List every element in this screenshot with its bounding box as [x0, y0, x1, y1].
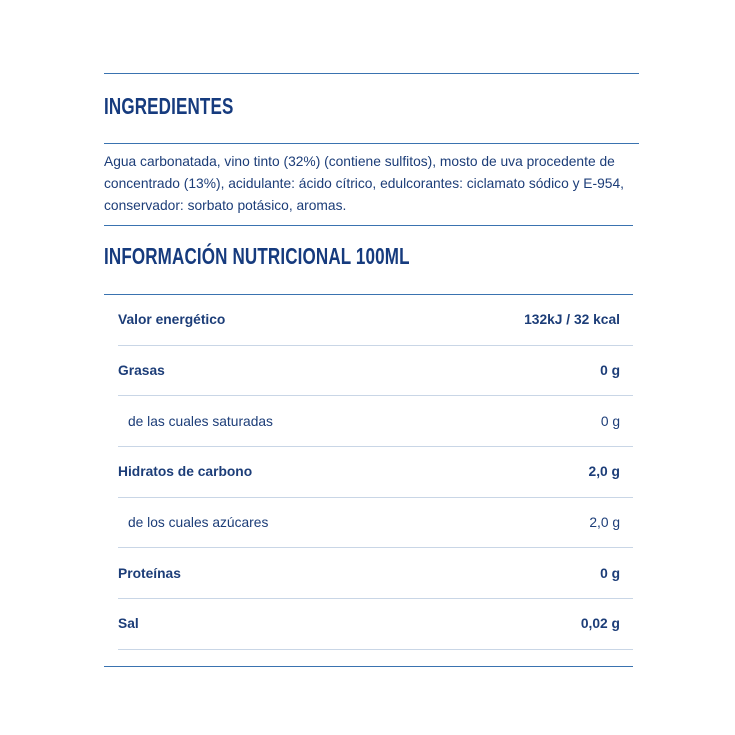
row-value: 2,0 g: [588, 464, 620, 480]
table-row-fat: [118, 346, 633, 397]
row-label: de las cuales saturadas: [128, 413, 273, 429]
row-label: Grasas: [118, 363, 165, 379]
table-row-protein: [118, 548, 633, 599]
ingredients-title: INGREDIENTES: [104, 93, 234, 119]
row-value: 132kJ / 32 kcal: [524, 312, 620, 328]
ingredients-text: Agua carbonatada, vino tinto (32%) (contiene sulfitos), mosto de uva procedente de concentrado (13%), acidulante: ácido cítrico, edulcorantes: ciclamato sódico y E-954, conservador: sorbato potásico, aromas.: [104, 154, 624, 213]
ingredients-divider: [104, 143, 639, 144]
row-label: Proteínas: [118, 565, 181, 581]
row-label: Sal: [118, 616, 139, 632]
table-row-carbohydrates: [118, 447, 633, 498]
table-row-sugars: [118, 498, 633, 549]
row-label: Hidratos de carbono: [118, 464, 253, 480]
nutrition-table: [104, 295, 633, 650]
row-label: Valor energético: [118, 312, 226, 328]
top-divider: [104, 73, 639, 74]
row-value: 2,0 g: [589, 515, 620, 531]
nutrition-top-divider: [104, 225, 633, 226]
table-row-saturated-fat: [118, 396, 633, 447]
row-value: 0 g: [600, 565, 620, 581]
table-row-energy: [118, 295, 633, 346]
row-value: 0,02 g: [580, 616, 620, 632]
row-value: 0 g: [600, 413, 620, 429]
row-value: 0 g: [600, 363, 620, 379]
row-label: de los cuales azúcares: [128, 515, 269, 531]
table-row-salt: [118, 599, 633, 650]
nutrition-title: INFORMACIÓN NUTRICIONAL 100ML: [104, 243, 410, 269]
bottom-divider: [104, 666, 633, 667]
